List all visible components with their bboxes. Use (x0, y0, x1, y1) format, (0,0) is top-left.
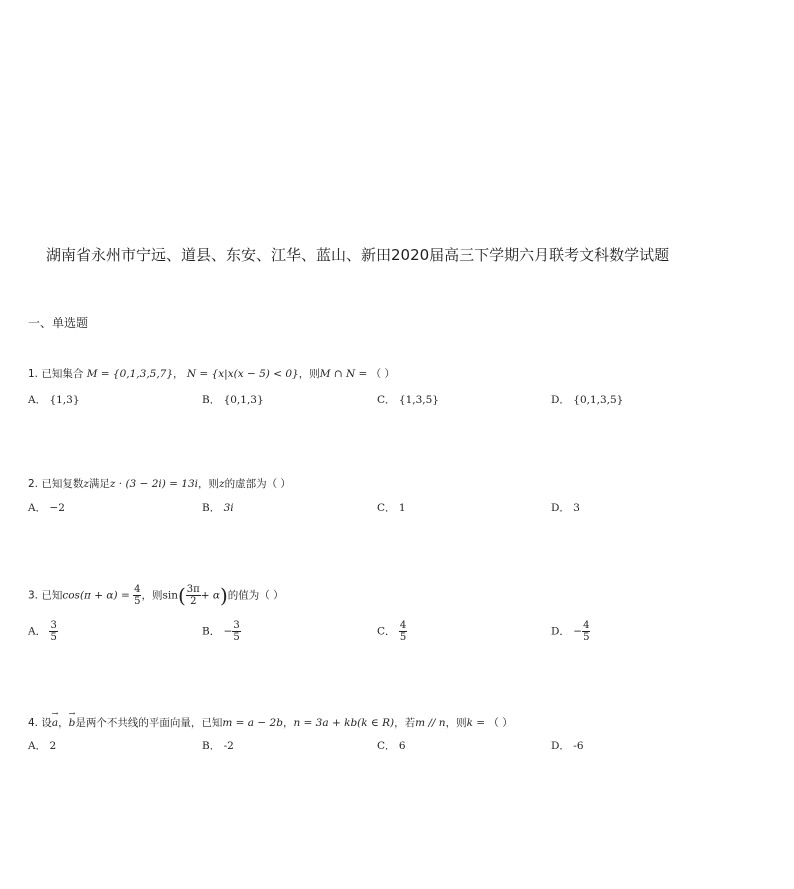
question-text: 是两个不共线的平面向量，已知 (75, 717, 223, 729)
question-text: ，则 (298, 368, 320, 380)
q2-option-b: B． 3i (202, 502, 234, 514)
question-number: 2. (28, 478, 42, 490)
math-parallel: m // n (415, 717, 446, 729)
q4-option-b: B． -2 (202, 740, 234, 752)
question-text: ，则 (198, 478, 220, 490)
question-2 (28, 477, 291, 491)
math-set-n: N = {x|x(x − 5) < 0} (186, 368, 299, 380)
math-variable: z (83, 478, 89, 490)
math-set-m: M = {0,1,3,5,7} (86, 368, 174, 380)
fraction: $\frac{3\pi}{2}$ (186, 584, 200, 607)
punct: ， (282, 717, 294, 729)
q1-option-d: D． {0,1,3,5} (551, 394, 624, 406)
q3-option-b: B． − $\frac{3}{5}$ (202, 620, 240, 643)
q4-option-d: D． -6 (551, 740, 584, 752)
question-text: 设 (41, 717, 52, 729)
math-k: k = (466, 717, 486, 729)
question-number: 3. (28, 589, 42, 602)
q3-option-d: D． − $\frac{4}{5}$ (551, 620, 590, 643)
fraction: $\frac{4}{5}$ (134, 584, 141, 607)
math-m-definition: m = a − 2b (222, 717, 283, 729)
section-heading: 一、单选题 (28, 316, 89, 330)
q1-option-c: C． {1,3,5} (377, 394, 439, 406)
math-lhs: cos(π + α) = (62, 589, 130, 602)
math-expression: M ∩ N = (319, 368, 368, 380)
question-text: ，若 (394, 717, 416, 729)
punct: ， (173, 368, 184, 380)
q2-option-c: C． 1 (377, 502, 406, 514)
right-paren: ) (219, 583, 228, 608)
question-text: ，则 (141, 589, 163, 602)
answer-blank: （ ） (488, 717, 513, 729)
vector-b: → b (69, 716, 76, 730)
math-variable: z (219, 478, 225, 490)
question-text: 已知集合 (41, 368, 84, 380)
vector-a: → a (52, 716, 58, 730)
q1-option-b: B． {0,1,3} (202, 394, 264, 406)
q2-option-d: D． 3 (551, 502, 580, 514)
q2-option-a: A． −2 (28, 502, 65, 514)
question-1 (28, 367, 395, 381)
question-text: ，则 (445, 717, 467, 729)
math-n-definition: n = 3a + kb(k ∈ R) (293, 717, 395, 729)
question-text: 的值为（ ） (227, 589, 284, 602)
question-text: 已知复数 (41, 478, 84, 490)
q1-option-a: A． {1,3} (28, 394, 80, 406)
document-title: 湖南省永州市宁远、道县、东安、江华、蓝山、新田2020届高三下学期六月联考文科数学试题 (46, 246, 670, 264)
question-text: 的虚部为（ ） (224, 478, 291, 490)
q3-option-a: A． $\frac{3}{5}$ (28, 620, 57, 643)
punct: ， (58, 717, 69, 729)
q4-option-a: A． 2 (28, 740, 57, 752)
question-number: 4. (28, 717, 42, 729)
question-4 (28, 716, 513, 730)
question-3 (28, 584, 284, 607)
q4-option-c: C． 6 (377, 740, 406, 752)
math-equation: z · (3 − 2i) = 13i (109, 478, 199, 490)
left-paren: ( (177, 583, 186, 608)
question-text: 满足 (88, 478, 110, 490)
math-term: + α (200, 589, 220, 602)
q3-option-c: C． $\frac{4}{5}$ (377, 620, 407, 643)
question-text: 已知 (41, 589, 63, 602)
answer-blank: （ ） (370, 368, 395, 380)
sin-function: sin (162, 589, 178, 602)
question-number: 1. (28, 368, 42, 380)
